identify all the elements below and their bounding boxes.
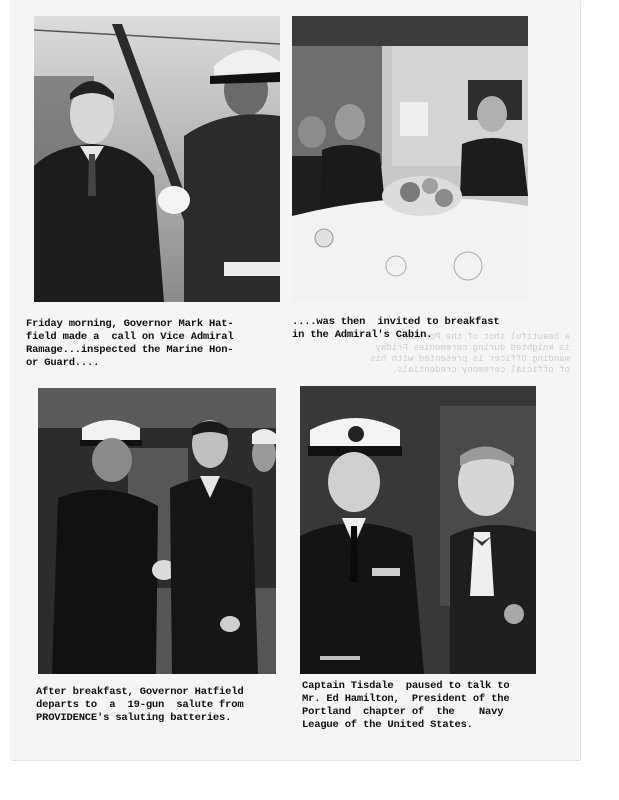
caption-gun-salute: After breakfast, Governor Hatfield departs to a 19-gun salute from PROVIDENCE's saluting batteries. — [36, 686, 244, 724]
photo-admirals-cabin — [292, 16, 528, 302]
scrapbook-page — [10, 0, 580, 760]
caption-honor-guard: Friday morning, Governor Mark Hat- field made a call on Vice Admiral Ramage...inspected the Marine Hon- or Guard.... — [26, 318, 234, 369]
bleed-through-text: a beautiful shot of the Portland is knighted during ceremonies Friday manding Officer is presented with his of official ceremony credentials. — [370, 332, 570, 375]
photo-gun-salute — [38, 388, 276, 674]
caption-admirals-cabin: ....was then invited to breakfast in the Admiral's Cabin. — [292, 316, 500, 341]
gun-salute-image — [38, 388, 276, 674]
photo-honor-guard — [34, 16, 280, 302]
admirals-cabin-image — [292, 16, 528, 302]
photo-tisdale-hamilton — [300, 386, 536, 674]
tisdale-hamilton-image — [300, 386, 536, 674]
caption-tisdale-hamilton: Captain Tisdale paused to talk to Mr. Ed Hamilton, President of the Portland chapter of the Navy League of the United States. — [302, 680, 510, 731]
honor-guard-image — [34, 16, 280, 302]
